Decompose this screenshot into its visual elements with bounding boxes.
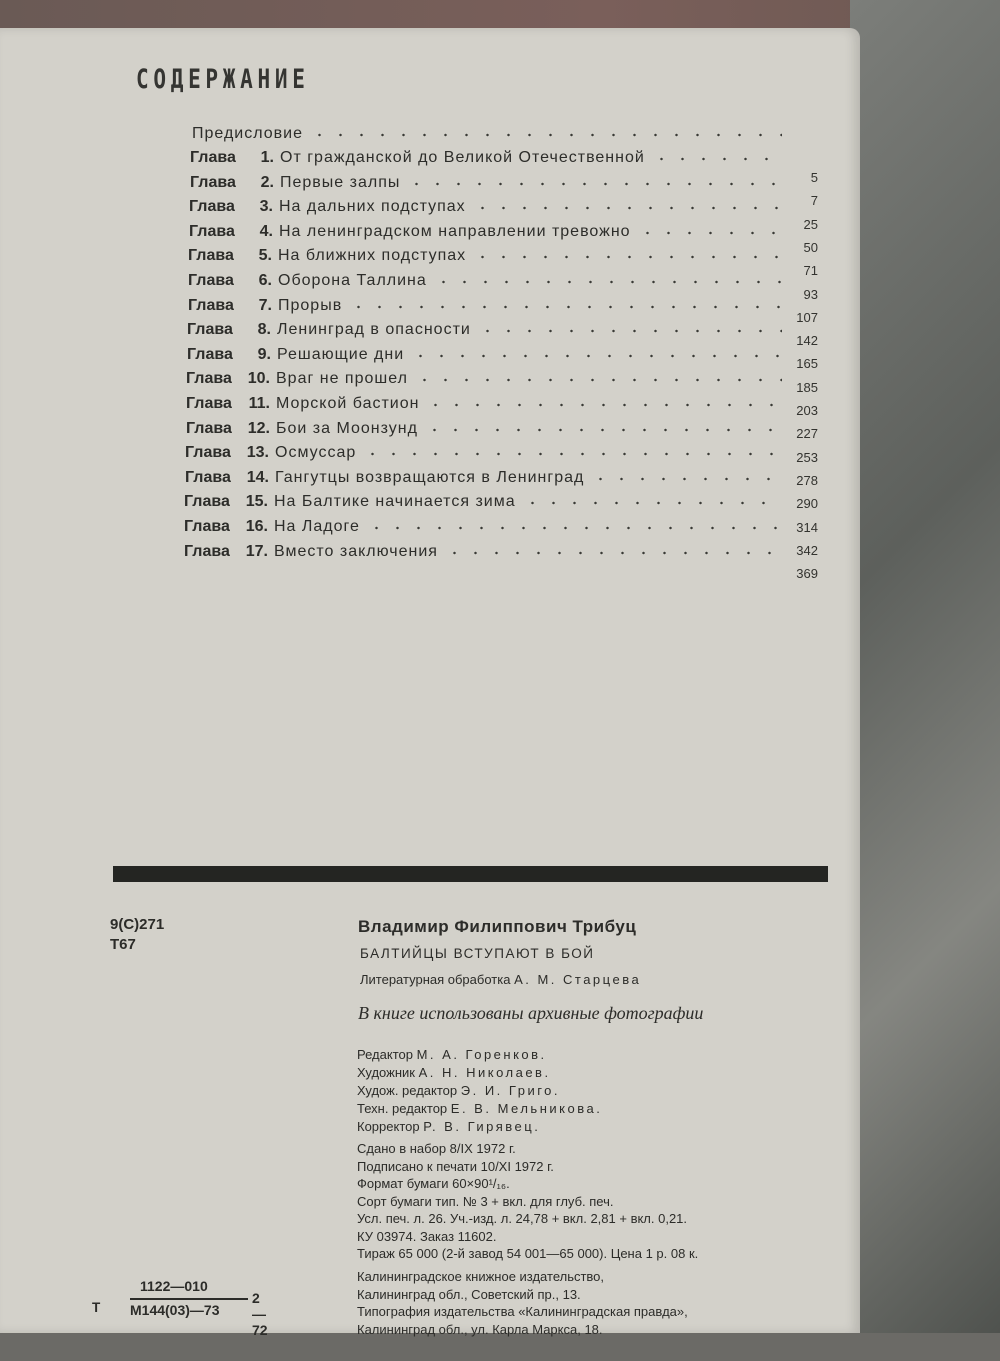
toc-chapter-number: 6. bbox=[258, 272, 272, 289]
toc-chapter-number: 10. bbox=[247, 370, 270, 388]
toc-chapter-title: Гангутцы возвращаются в Ленинград bbox=[275, 468, 585, 486]
toc-chapter-title: На дальних подступах bbox=[279, 198, 466, 216]
toc-chapter-number: 4. bbox=[259, 222, 273, 240]
toc-chapter-title: На ближних подступах bbox=[278, 247, 467, 265]
toc-page-number: 290 bbox=[796, 496, 818, 512]
classification-code: 9(С)271 bbox=[110, 916, 165, 933]
author-name: Владимир Филиппович Трибуц bbox=[358, 917, 637, 936]
toc-chapter-title: Морской бастион bbox=[276, 395, 420, 412]
toc-chapter-number: 7. bbox=[258, 296, 272, 314]
toc-chapter-number: 13. bbox=[246, 444, 269, 462]
toc-chapter-title: Вместо заключения bbox=[274, 542, 438, 560]
publication-line: Усл. печ. л. 26. Уч.-изд. л. 24,78 + вкл. 2,81 + вкл. 0,21. bbox=[357, 1211, 688, 1226]
toc-chapter-label: Глава bbox=[185, 444, 231, 462]
publication-line: Сорт бумаги тип. № 3 + вкл. для глуб. печ. bbox=[357, 1193, 614, 1209]
toc-chapter-title: Решающие дни bbox=[277, 345, 405, 363]
toc-chapter-label: Глава bbox=[187, 321, 233, 339]
toc-chapter-title: На Ладоге bbox=[274, 518, 360, 535]
toc-chapter-title: Бои за Моонзунд bbox=[276, 419, 418, 437]
publisher-line: Калининградское книжное издательство, bbox=[357, 1269, 605, 1284]
toc-chapter-title: На ленинградском направлении тревожно bbox=[279, 222, 631, 240]
credit-role: Худож. редактор bbox=[357, 1083, 458, 1098]
toc-page-number: 5 bbox=[810, 170, 818, 185]
toc-chapter-label: Глава bbox=[188, 296, 234, 314]
literary-editing-label: Литературная обработка bbox=[360, 972, 511, 987]
toc-chapter-title: На Балтике начинается зима bbox=[274, 493, 516, 511]
toc-page-number: 185 bbox=[796, 379, 818, 395]
toc-chapter-number: 11. bbox=[248, 395, 270, 412]
literary-editing-name: А. М. Старцева bbox=[514, 972, 642, 987]
toc-page-number: 203 bbox=[796, 403, 818, 418]
publisher-line: Калининград обл., Советский пр., 13. bbox=[357, 1286, 581, 1302]
credit-role: Редактор bbox=[357, 1047, 413, 1062]
toc-chapter-title: Осмуссар bbox=[275, 444, 357, 462]
catalog-fraction-line bbox=[130, 1298, 248, 1300]
credit-name: Р. В. Гирявец. bbox=[423, 1119, 541, 1134]
toc-page-number: 71 bbox=[803, 263, 818, 279]
credit-line bbox=[357, 1118, 602, 1136]
archive-photo-note: В книге использованы архивные фотографии bbox=[358, 1003, 704, 1023]
toc-page-number: 369 bbox=[796, 566, 818, 582]
toc-chapter-label: Глава bbox=[186, 370, 232, 388]
toc-chapter-number: 2. bbox=[260, 173, 274, 191]
catalog-denominator: М144(03)—73 bbox=[130, 1302, 220, 1318]
publication-line: Формат бумаги 60×90¹/₁₆. bbox=[357, 1176, 510, 1191]
publisher-address bbox=[357, 1268, 688, 1338]
toc-chapter-label: Глава bbox=[184, 493, 230, 511]
toc-page-number: 7 bbox=[810, 193, 818, 209]
publication-details bbox=[357, 1140, 698, 1263]
catalog-numerator: 1122—010 bbox=[140, 1278, 208, 1294]
toc-chapter-number: 8. bbox=[257, 321, 271, 339]
toc-chapter-number: 12. bbox=[247, 419, 270, 437]
publication-line: Сдано в набор 8/IX 1972 г. bbox=[357, 1141, 516, 1156]
toc-title: СОДЕРЖАНИЕ bbox=[136, 64, 310, 95]
toc-chapter-number: 9. bbox=[257, 345, 271, 363]
toc-chapter-label: Глава bbox=[190, 149, 236, 166]
toc-page-number: 342 bbox=[796, 542, 818, 558]
toc-page-number: 227 bbox=[796, 426, 818, 442]
toc-chapter-label: Глава bbox=[188, 247, 234, 265]
catalog-prefix: Т bbox=[92, 1300, 101, 1315]
credit-name: А. Н. Николаев. bbox=[418, 1065, 551, 1080]
credits-list bbox=[357, 1046, 602, 1136]
toc-chapter-number: 15. bbox=[245, 493, 268, 511]
credit-name: Э. И. Григо. bbox=[460, 1083, 560, 1098]
toc-chapter-number: 17. bbox=[245, 542, 268, 560]
imprint-block bbox=[0, 28, 860, 1361]
toc-chapter-label: Глава bbox=[188, 272, 234, 289]
toc-chapter-number: 3. bbox=[259, 198, 273, 216]
toc-page-number: 93 bbox=[803, 286, 818, 302]
publisher-line: Типография издательства «Калининградская правда», bbox=[357, 1304, 688, 1319]
credit-line bbox=[357, 1064, 602, 1082]
toc-chapter-number: 14. bbox=[246, 468, 269, 486]
publisher-line: Калининград обл., ул. Карла Маркса, 18. bbox=[357, 1321, 603, 1337]
credit-line bbox=[357, 1100, 602, 1118]
toc-chapter-label: Глава bbox=[189, 198, 235, 216]
toc-chapter-label: Глава bbox=[185, 468, 231, 486]
toc-page-number: 50 bbox=[803, 239, 818, 255]
toc-preface: Предисловие bbox=[192, 125, 303, 142]
toc-chapter-number: 5. bbox=[258, 247, 272, 265]
toc-page-number: 278 bbox=[796, 472, 818, 488]
toc-chapter-number: 1. bbox=[260, 149, 274, 166]
toc-page-number: 142 bbox=[796, 333, 818, 349]
book-page bbox=[0, 28, 860, 1338]
toc-page-number: 165 bbox=[796, 356, 818, 372]
toc-chapter-label: Глава bbox=[186, 419, 232, 437]
publication-line: КУ 03974. Заказ 11602. bbox=[357, 1228, 497, 1244]
publication-line: Подписано к печати 10/XI 1972 г. bbox=[357, 1158, 554, 1174]
toc-page-number: 314 bbox=[796, 519, 818, 535]
catalog-suffix: 2—72 bbox=[252, 1290, 268, 1338]
toc-chapter-title: Оборона Таллина bbox=[278, 272, 427, 289]
toc-chapter-title: От гражданской до Великой Отечественной bbox=[280, 149, 645, 166]
toc-chapter-label: Глава bbox=[187, 345, 233, 363]
credit-line bbox=[357, 1046, 602, 1064]
toc-chapter-number: 16. bbox=[245, 518, 268, 535]
credit-role: Корректор bbox=[357, 1119, 420, 1134]
toc-chapter-title: Ленинград в опасности bbox=[277, 321, 471, 339]
toc-chapter-title: Прорыв bbox=[278, 296, 343, 314]
background-right bbox=[850, 0, 1000, 1333]
toc-page-number: 25 bbox=[803, 216, 818, 232]
toc-chapter-label: Глава bbox=[189, 222, 235, 240]
credit-role: Техн. редактор bbox=[357, 1101, 448, 1116]
toc-chapter-label: Глава bbox=[190, 173, 236, 191]
credit-line bbox=[357, 1082, 602, 1100]
credit-role: Художник bbox=[357, 1065, 415, 1080]
toc-page-number: 107 bbox=[796, 309, 818, 325]
toc-page-number: 253 bbox=[796, 449, 818, 465]
toc-chapter-title: Первые залпы bbox=[280, 173, 401, 191]
literary-editing bbox=[360, 972, 641, 987]
toc-chapter-label: Глава bbox=[184, 542, 230, 560]
book-title: БАЛТИЙЦЫ ВСТУПАЮТ В БОЙ bbox=[360, 946, 595, 961]
credit-name: М. А. Горенков. bbox=[416, 1047, 547, 1062]
toc-chapter-label: Глава bbox=[186, 395, 232, 412]
toc-chapter-label: Глава bbox=[184, 518, 230, 535]
publication-line: Тираж 65 000 (2-й завод 54 001—65 000). Цена 1 р. 08 к. bbox=[357, 1246, 699, 1261]
credit-name: Е. В. Мельникова. bbox=[450, 1101, 603, 1116]
toc-chapter-title: Враг не прошел bbox=[276, 370, 408, 388]
author-code: Т67 bbox=[110, 936, 136, 953]
